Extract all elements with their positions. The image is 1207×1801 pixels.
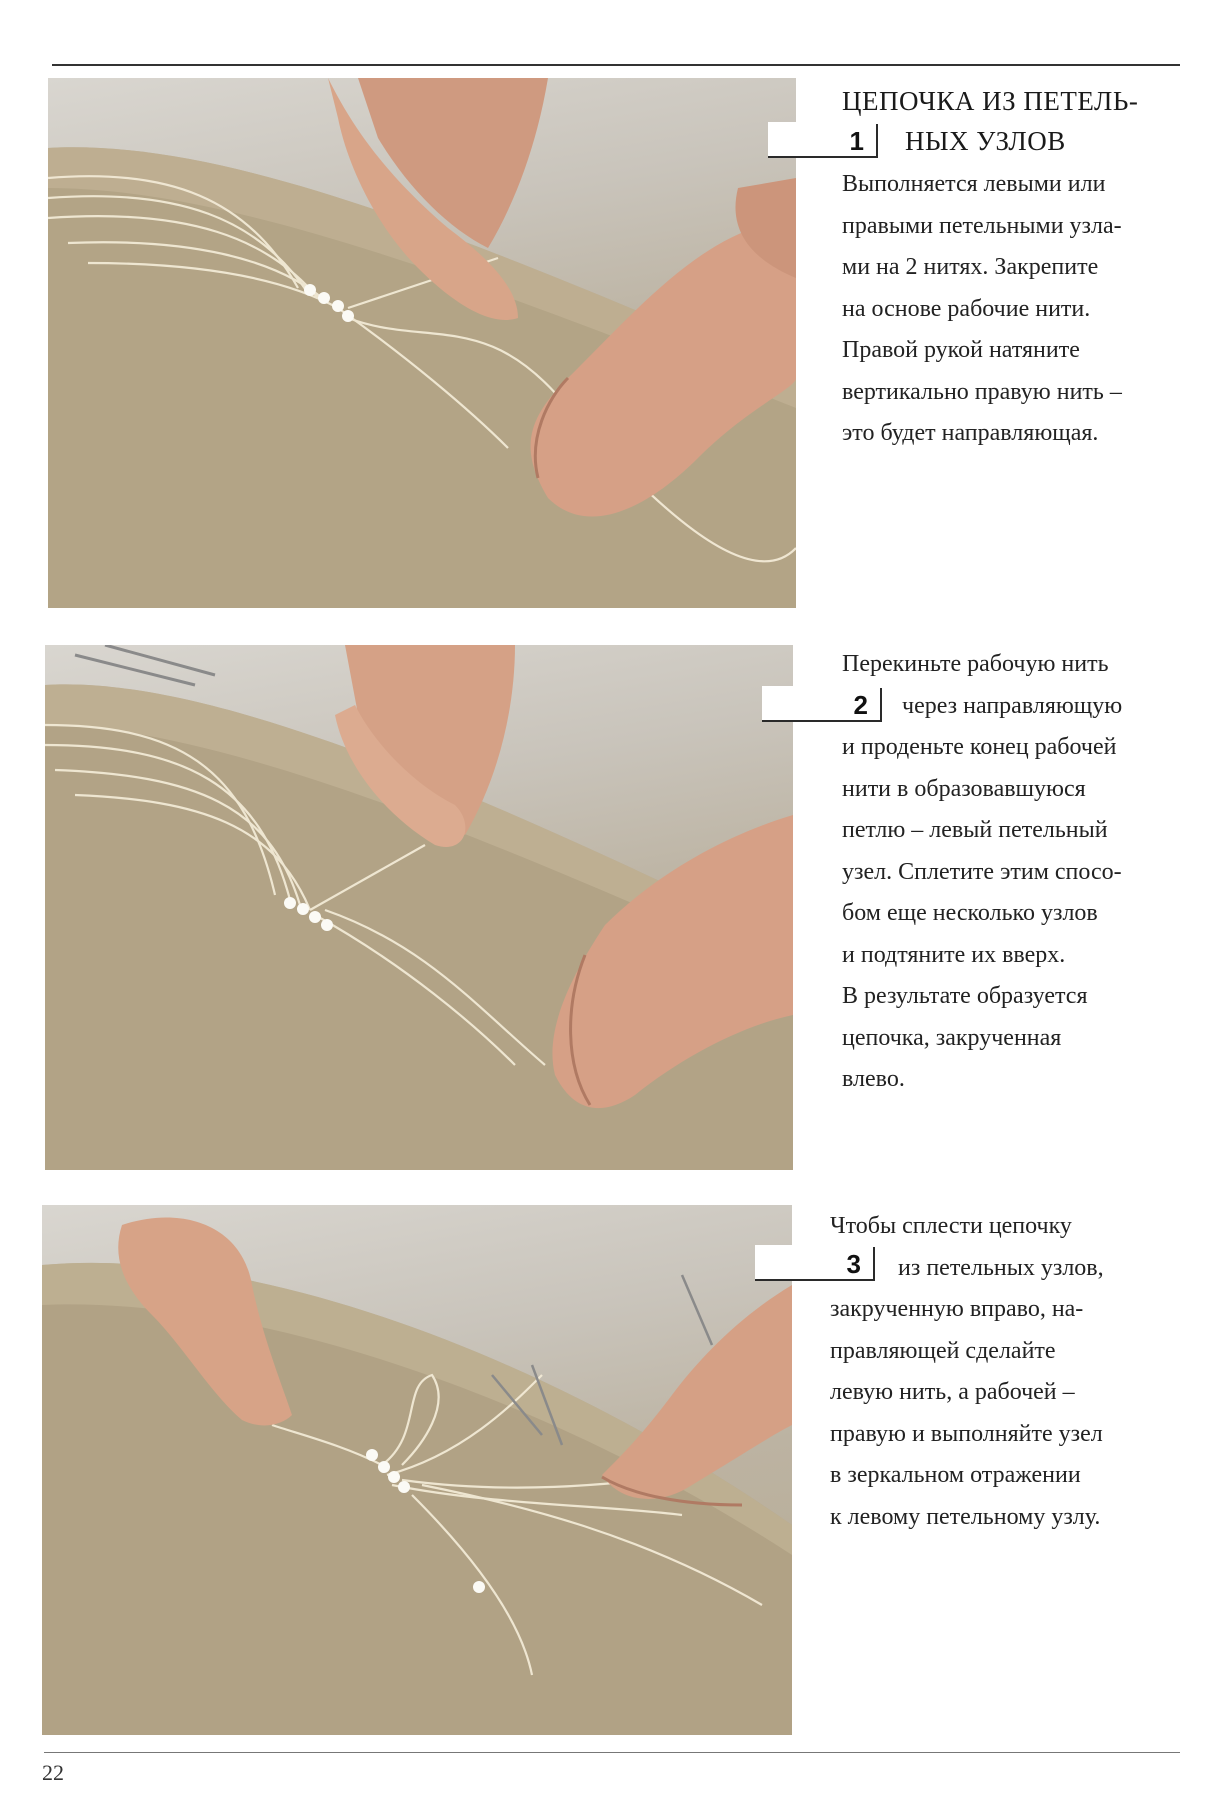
step-3-line: Чтобы сплести цепочку: [830, 1213, 1072, 1239]
step-1-marker: [768, 122, 878, 158]
step-2-line: В результате образуется: [842, 983, 1088, 1009]
step-2-line: узел. Сплетите этим спосо-: [842, 858, 1122, 885]
step-1-illustration: [48, 78, 796, 608]
step-2-line: и проденьте конец рабочей: [842, 734, 1117, 760]
step-3-line: в зеркальном отражении: [830, 1462, 1081, 1488]
step-1-number: 1: [849, 126, 864, 156]
step-3-number: 3: [846, 1249, 861, 1279]
step-1-line: ми на 2 нитях. Закрепите: [842, 254, 1099, 280]
step-2-photo: [45, 645, 793, 1170]
step-3-illustration: [42, 1205, 792, 1735]
page-number: 22: [42, 1760, 64, 1785]
step-3-line: правую и выполняйте узел: [830, 1420, 1103, 1447]
step-1-line: вертикально правую нить –: [842, 378, 1122, 405]
step-1-line: правыми петельными узла-: [842, 212, 1122, 239]
step-2-illustration: [45, 645, 793, 1170]
step-1-heading-line-2: НЫХ УЗЛОВ: [905, 126, 1066, 156]
step-1-heading-line-1: ЦЕПОЧКА ИЗ ПЕТЕЛЬ-: [842, 86, 1139, 116]
step-3-line: левую нить, а рабочей –: [830, 1379, 1075, 1405]
step-3-line: из петельных узлов,: [898, 1254, 1104, 1281]
step-2-text: [842, 644, 1122, 1101]
step-2-number: 2: [853, 690, 868, 720]
step-2-line: нити в образовавшуюся: [842, 775, 1086, 802]
step-2-line: влево.: [842, 1066, 905, 1092]
step-1-line: на основе рабочие нити.: [842, 295, 1091, 322]
step-3-text: [830, 1206, 1104, 1538]
step-2-line: цепочка, закрученная: [842, 1024, 1062, 1051]
step-2-line: Перекиньте рабочую нить: [842, 651, 1109, 677]
step-3-line: правляющей сделайте: [830, 1337, 1056, 1364]
step-3-photo: [42, 1205, 792, 1735]
step-1-photo: [48, 78, 796, 608]
step-3-line: к левому петельному узлу.: [830, 1503, 1101, 1530]
step-1-line: это будет направляющая.: [842, 420, 1099, 446]
step-2-line: бом еще несколько узлов: [842, 900, 1098, 926]
step-2-line: петлю – левый петельный: [842, 817, 1108, 843]
step-2-line: через направляющую: [902, 692, 1123, 719]
step-3-line: закрученную вправо, на-: [830, 1296, 1084, 1322]
step-1-line: Правой рукой натяните: [842, 337, 1080, 363]
top-rule: [52, 64, 1180, 66]
step-1-text: [842, 164, 1122, 455]
step-1-line: Выполняется левыми или: [842, 171, 1106, 197]
bottom-rule: [44, 1752, 1180, 1753]
step-2-line: и подтяните их вверх.: [842, 941, 1066, 968]
